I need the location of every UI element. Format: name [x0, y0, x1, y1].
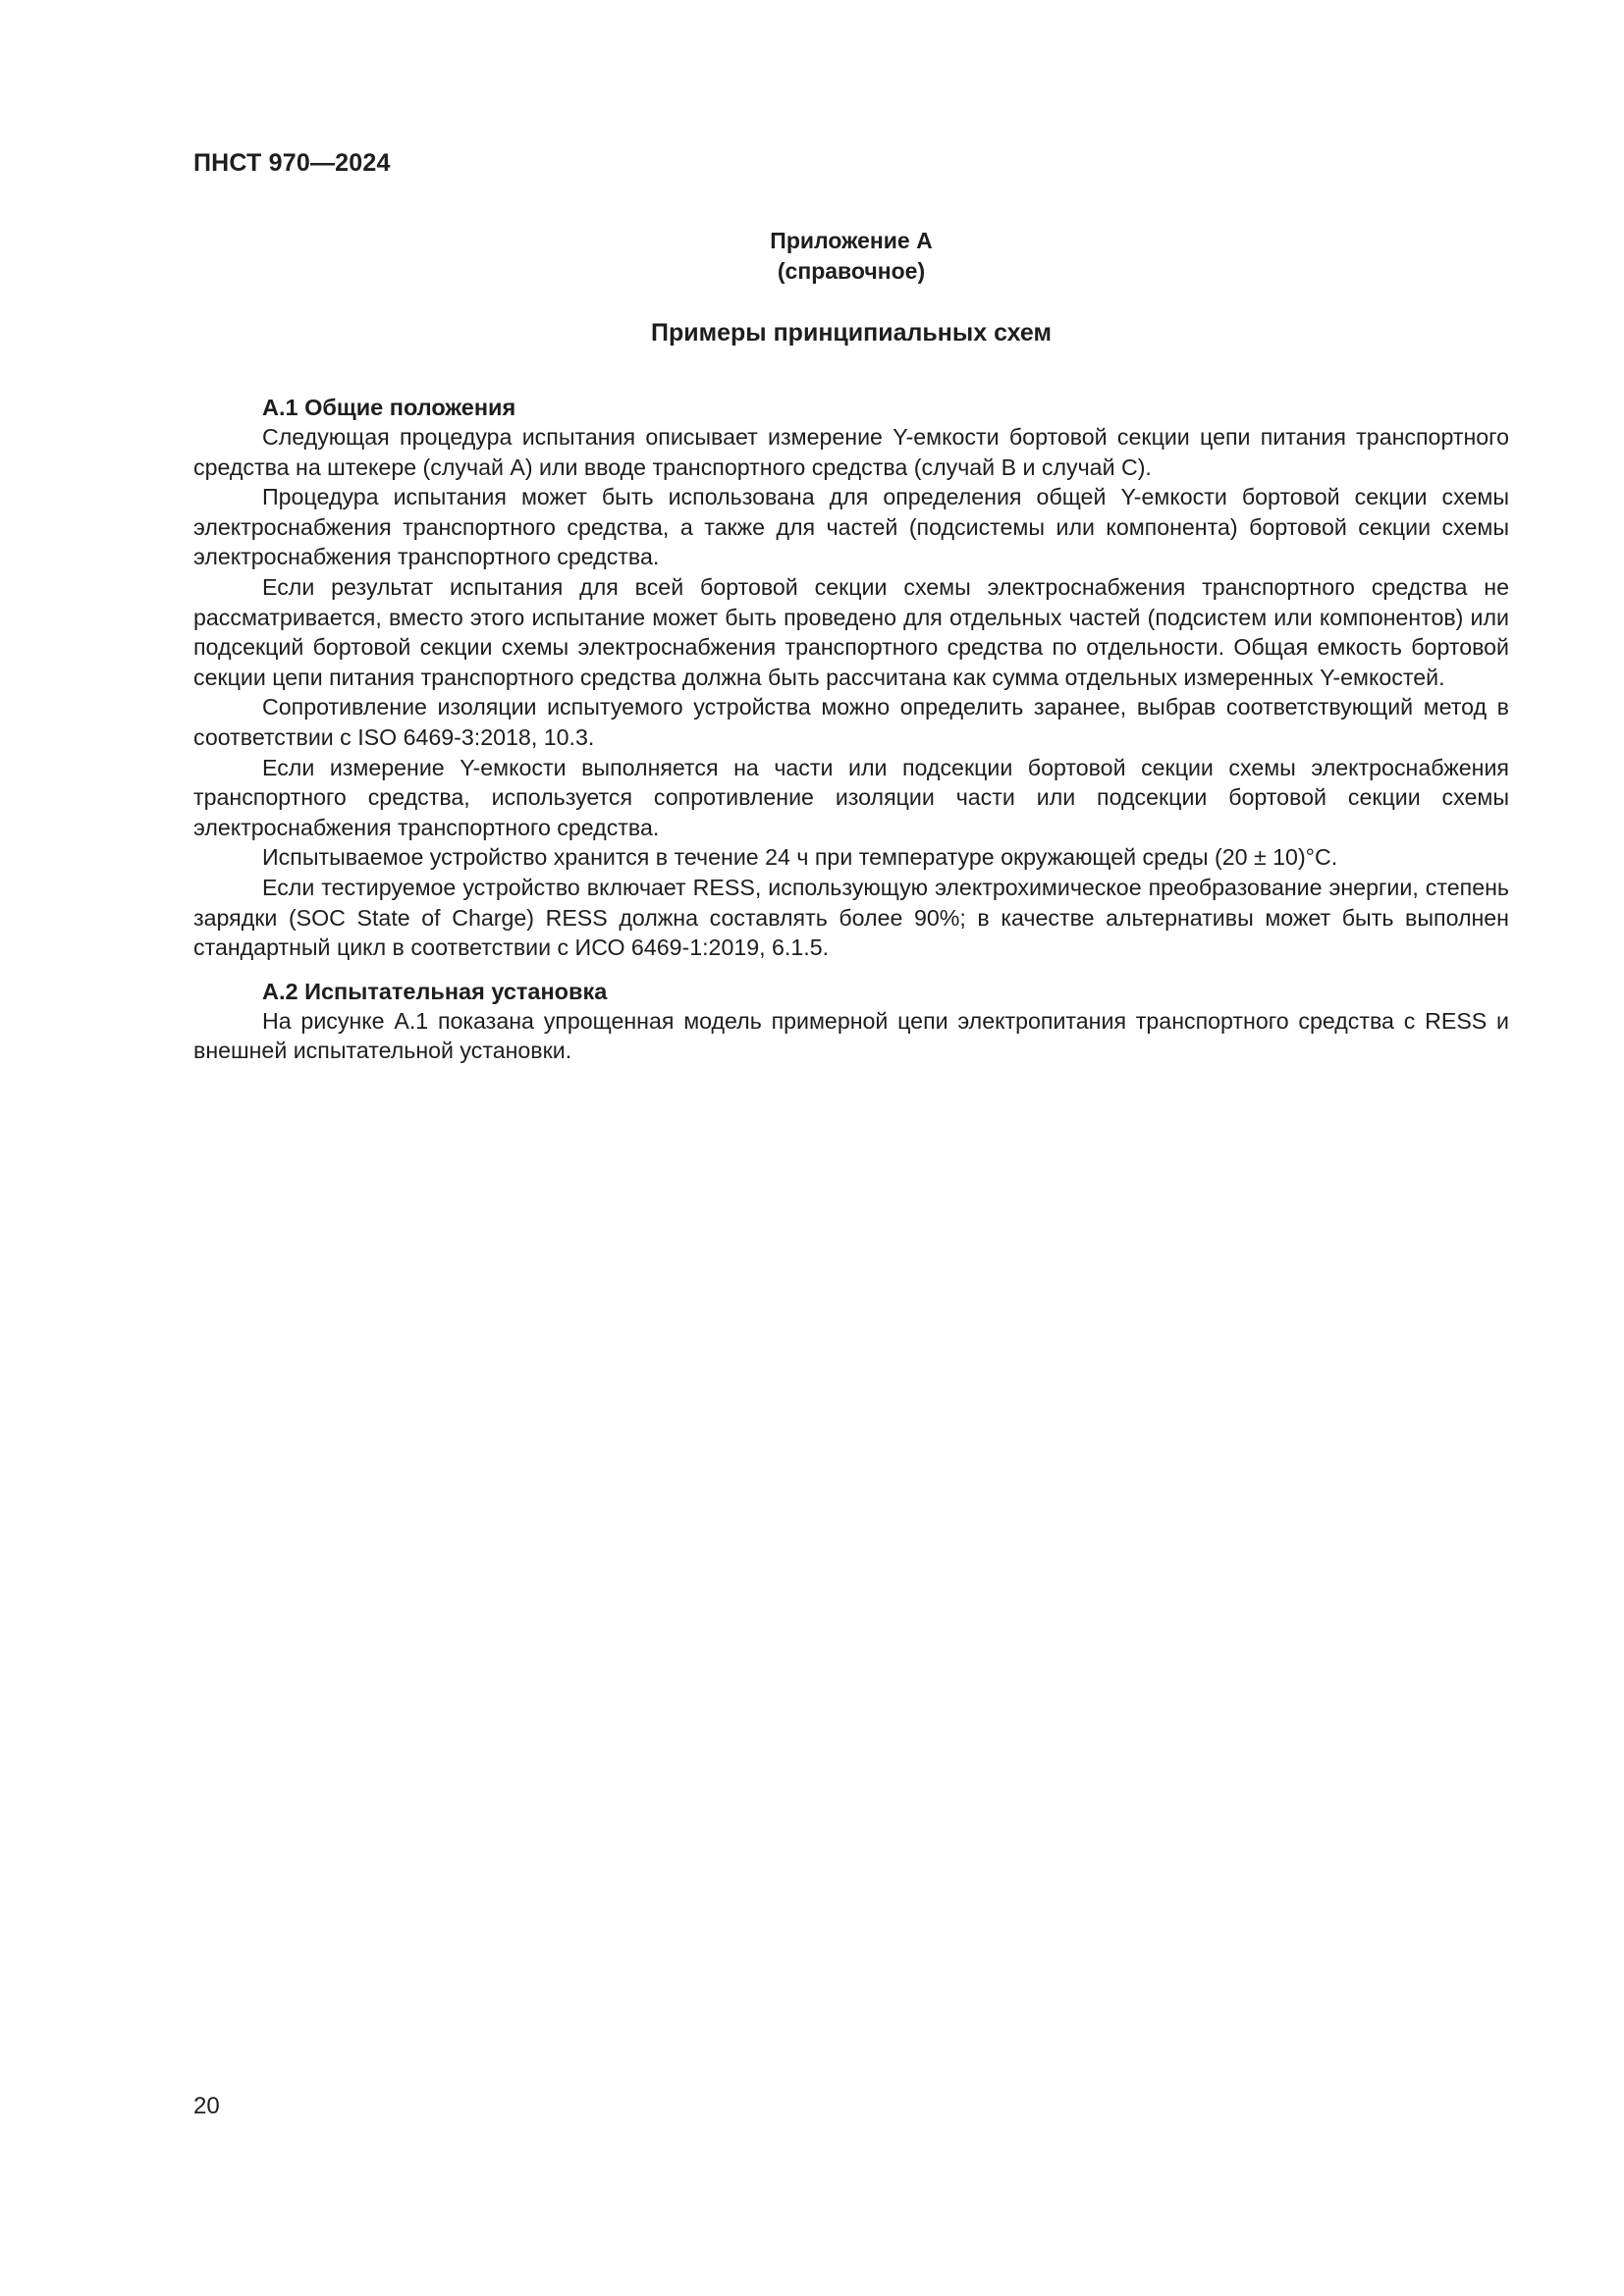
paragraph: Процедура испытания может быть использована для определения общей Y-емкости бортовой секции схемы электроснабжения транспортного средства, а также для частей (подсистемы или компонента) бортовой секции схемы электроснабжения транспортного средства. [193, 484, 1509, 570]
annex-title: Приложение А [770, 228, 933, 253]
document-code: ПНСТ 970—2024 [193, 149, 391, 177]
paragraph: Если результат испытания для всей бортовой секции схемы электроснабжения транспортного средства не рассматривается, вместо этого испытание может быть проведено для отдельных частей (подсистем или компонентов) или подсекций бортовой секции схемы электроснабжения транспортного средства по отдельности. Общая емкость бортовой секции цепи питания транспортного средства должна быть рассчитана как сумма отдельных измеренных Y-емкостей. [193, 573, 1509, 690]
document-body [193, 393, 1509, 1066]
section-heading-a2: А.2 Испытательная установка [262, 978, 608, 1004]
paragraph: Испытываемое устройство хранится в течение 24 ч при температуре окружающей среды (20 ± 10)°С. [262, 844, 1338, 871]
paragraph: Если измерение Y-емкости выполняется на части или подсекции бортовой секции схемы электроснабжения транспортного средства, используется сопротивление изоляции части или подсекции бортовой секции схемы электроснабжения транспортного средства. [193, 754, 1509, 840]
annex-heading: Примеры принципиальных схем [651, 319, 1052, 347]
paragraph: Следующая процедура испытания описывает измерение Y-емкости бортовой секции цепи питания транспортного средства на штекере (случай А) или вводе транспортного средства (случай В и случай С). [193, 424, 1509, 480]
paragraph: На рисунке А.1 показана упрощенная модель примерной цепи электропитания транспортного средства с RESS и внешней испытательной установки. [193, 1007, 1509, 1064]
paragraph: Если тестируемое устройство включает RESS, использующую электрохимическое преобразование энергии, степень зарядки (SOC State of Charge) RESS должна составлять более 90%; в качестве альтернативы может быть выполнен стандартный цикл в соответствии с ИСО 6469-1:2019, 6.1.5. [193, 874, 1509, 961]
section-heading-a1: А.1 Общие положения [262, 395, 516, 420]
page-number: 20 [193, 2093, 220, 2119]
paragraph: Сопротивление изоляции испытуемого устройства можно определить заранее, выбрав соответствующий метод в соответствии с ISO 6469-3:2018, 10.3. [193, 694, 1509, 750]
annex-subtitle: (справочное) [777, 258, 926, 284]
